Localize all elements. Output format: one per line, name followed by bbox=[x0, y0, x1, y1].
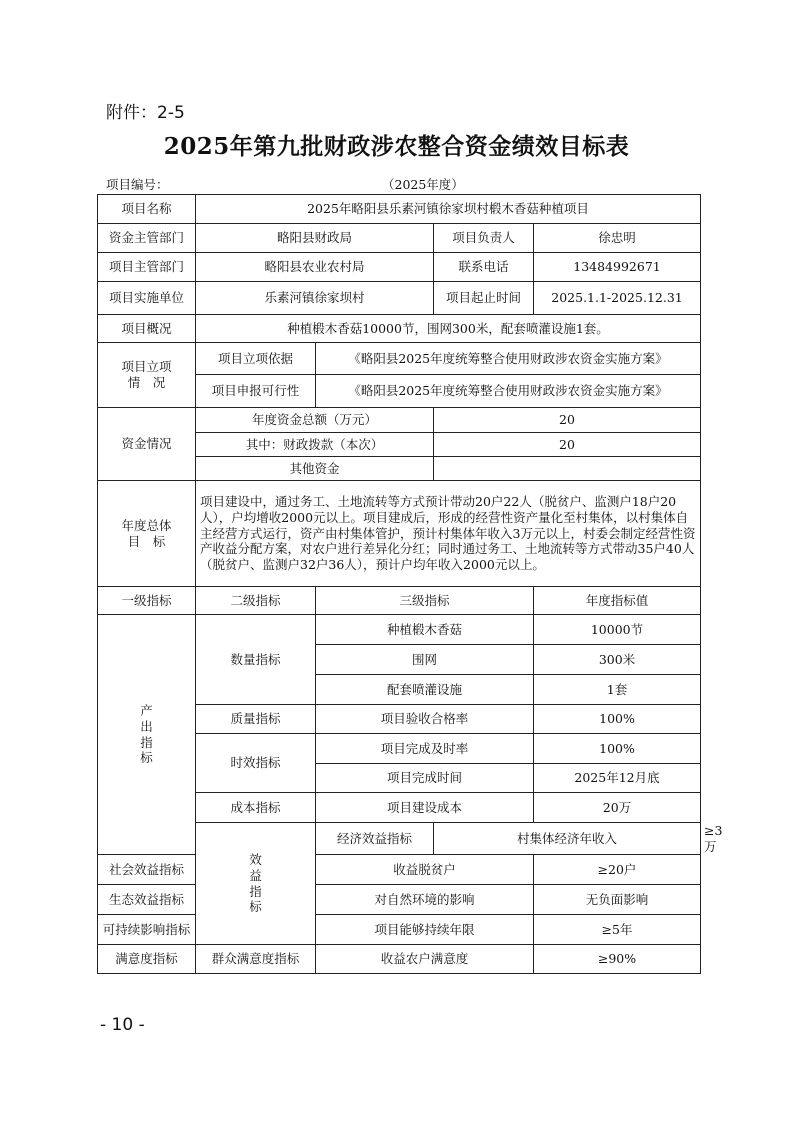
benefit-indicator-label bbox=[196, 823, 316, 945]
indicator-value: ≥90% bbox=[534, 945, 701, 974]
feasibility: 《略阳县2025年度统筹整合使用财政涉农资金实施方案》 bbox=[316, 375, 701, 408]
fiscal-funds-label: 其中：财政拨款（本次） bbox=[196, 433, 434, 457]
table-row bbox=[98, 343, 701, 375]
table-row bbox=[98, 253, 701, 282]
table-row bbox=[98, 408, 701, 433]
document-title: 2025年第九批财政涉农整合资金绩效目标表 bbox=[163, 133, 630, 160]
indicator-name: 收益农户满意度 bbox=[316, 945, 534, 974]
goal-label-line1: 年度总体 bbox=[121, 517, 172, 533]
leader: 徐忠明 bbox=[534, 224, 701, 253]
quality-indicator-label: 质量指标 bbox=[196, 705, 316, 734]
level2-indicator: 可持续影响指标 bbox=[98, 915, 196, 945]
project-dept: 略阳县农业农村局 bbox=[196, 253, 434, 282]
page-number: - 10 - bbox=[100, 1015, 145, 1035]
indicator-name: 项目完成及时率 bbox=[316, 734, 534, 764]
phone: 13484992671 bbox=[534, 253, 701, 282]
approval-label bbox=[98, 343, 196, 408]
level2-indicator: 社会效益指标 bbox=[98, 855, 196, 885]
indicator-name: 项目验收合格率 bbox=[316, 705, 534, 734]
performance-target-table bbox=[97, 194, 723, 974]
indicator-value: 无负面影响 bbox=[534, 885, 701, 915]
quantity-indicator-label: 数量指标 bbox=[196, 615, 316, 705]
indicator-name: 对自然环境的影响 bbox=[316, 885, 534, 915]
label-char: 指 bbox=[249, 883, 262, 899]
fiscal-funds: 20 bbox=[434, 433, 701, 457]
table-row bbox=[98, 224, 701, 253]
indicator-name: 配套喷灌设施 bbox=[316, 675, 534, 705]
goal-label bbox=[98, 481, 196, 587]
indicator-value: 1套 bbox=[534, 675, 701, 705]
header-level3: 三级指标 bbox=[316, 587, 534, 615]
total-funds-label: 年度资金总额（万元） bbox=[196, 408, 434, 433]
attachment-label: 附件：2-5 bbox=[106, 103, 185, 123]
table-row bbox=[98, 615, 701, 645]
project-dept-label: 项目主管部门 bbox=[98, 253, 196, 282]
cost-indicator-label: 成本指标 bbox=[196, 793, 316, 823]
overview: 种植椴木香菇10000节，围网300米，配套喷灌设施1套。 bbox=[196, 315, 701, 343]
table-row bbox=[98, 885, 701, 915]
overview-label: 项目概况 bbox=[98, 315, 196, 343]
basis-label: 项目立项依据 bbox=[196, 343, 316, 375]
table-row bbox=[98, 481, 701, 587]
project-number-label: 项目编号： bbox=[106, 177, 169, 192]
fund-dept: 略阳县财政局 bbox=[196, 224, 434, 253]
indicator-value: 300米 bbox=[534, 645, 701, 675]
header-level1: 一级指标 bbox=[98, 587, 196, 615]
indicator-name: 项目能够持续年限 bbox=[316, 915, 534, 945]
indicator-value: 10000节 bbox=[534, 615, 701, 645]
table-row bbox=[98, 282, 701, 315]
indicator-value: 100% bbox=[534, 734, 701, 764]
label-char: 出 bbox=[140, 719, 153, 734]
approval-label-line1: 项目立项 bbox=[121, 359, 172, 375]
table-row bbox=[98, 915, 701, 945]
indicator-name: 收益脱贫户 bbox=[316, 855, 534, 885]
indicator-value: ≥20户 bbox=[534, 855, 701, 885]
output-indicator-label bbox=[98, 615, 196, 855]
leader-label: 项目负责人 bbox=[434, 224, 534, 253]
label-char: 标 bbox=[140, 750, 153, 766]
table-row bbox=[98, 855, 701, 885]
label-char: 效 bbox=[249, 852, 262, 868]
goal-label-line2: 目 标 bbox=[127, 533, 166, 549]
project-name: 2025年略阳县乐素河镇徐家坝村椴木香菇种植项目 bbox=[196, 195, 701, 224]
table-row bbox=[98, 195, 701, 224]
timeliness-indicator-label: 时效指标 bbox=[196, 734, 316, 793]
label-char: 标 bbox=[249, 899, 262, 915]
table-row bbox=[98, 315, 701, 343]
indicator-name: 项目完成时间 bbox=[316, 764, 534, 793]
fund-dept-label: 资金主管部门 bbox=[98, 224, 196, 253]
indicator-value: 20万 bbox=[534, 793, 701, 823]
project-name-label: 项目名称 bbox=[98, 195, 196, 224]
indicator-name: 种植椴木香菇 bbox=[316, 615, 534, 645]
header-value: 年度指标值 bbox=[534, 587, 701, 615]
header-level2: 二级指标 bbox=[196, 587, 316, 615]
basis: 《略阳县2025年度统筹整合使用财政涉农资金实施方案》 bbox=[316, 343, 701, 375]
satisfaction-level2: 群众满意度指标 bbox=[196, 945, 316, 974]
other-funds-label: 其他资金 bbox=[196, 457, 434, 481]
impl-unit: 乐素河镇徐家坝村 bbox=[196, 282, 434, 315]
year-label: （2025年度） bbox=[382, 177, 464, 192]
indicator-value: ≥5年 bbox=[534, 915, 701, 945]
level2-indicator: 经济效益指标 bbox=[316, 823, 434, 855]
level2-indicator: 生态效益指标 bbox=[98, 885, 196, 915]
indicator-header-row bbox=[98, 587, 701, 615]
period: 2025.1.1-2025.12.31 bbox=[534, 282, 701, 315]
table-row bbox=[98, 945, 701, 974]
label-char: 指 bbox=[140, 734, 153, 750]
total-funds: 20 bbox=[434, 408, 701, 433]
feasibility-label: 项目申报可行性 bbox=[196, 375, 316, 408]
period-label: 项目起止时间 bbox=[434, 282, 534, 315]
indicator-value: 100% bbox=[534, 705, 701, 734]
impl-unit-label: 项目实施单位 bbox=[98, 282, 196, 315]
funds-label: 资金情况 bbox=[98, 408, 196, 481]
satisfaction-level1: 满意度指标 bbox=[98, 945, 196, 974]
indicator-value: 2025年12月底 bbox=[534, 764, 701, 793]
phone-label: 联系电话 bbox=[434, 253, 534, 282]
approval-label-line2: 情 况 bbox=[127, 375, 166, 390]
table-row: 效 益 指 标 经济效益指标 村集体经济年收入 ≥3万 bbox=[98, 823, 701, 855]
indicator-name: 村集体经济年收入 bbox=[434, 823, 701, 855]
label-char: 益 bbox=[249, 868, 262, 883]
indicator-name: 围网 bbox=[316, 645, 534, 675]
other-funds bbox=[434, 457, 701, 481]
label-char: 产 bbox=[140, 703, 153, 719]
goal-text: 项目建设中，通过务工、土地流转等方式预计带动20户22人（脱贫户、监测户18户20人），户均增收2000元以上。项目建成后，形成的经营性资产量化至村集体，以村集体自主经营方式运行，资产由村集体管护，预计村集体年收入3万元以上，村委会制定经营性资产收益分配方案，对农户进行差异化分红；同时通过务工、土地流转等方式带动35户40人（脱贫户、监测户32户36人），预计户均年收入2000元以上。 bbox=[196, 481, 701, 587]
indicator-name: 项目建设成本 bbox=[316, 793, 534, 823]
